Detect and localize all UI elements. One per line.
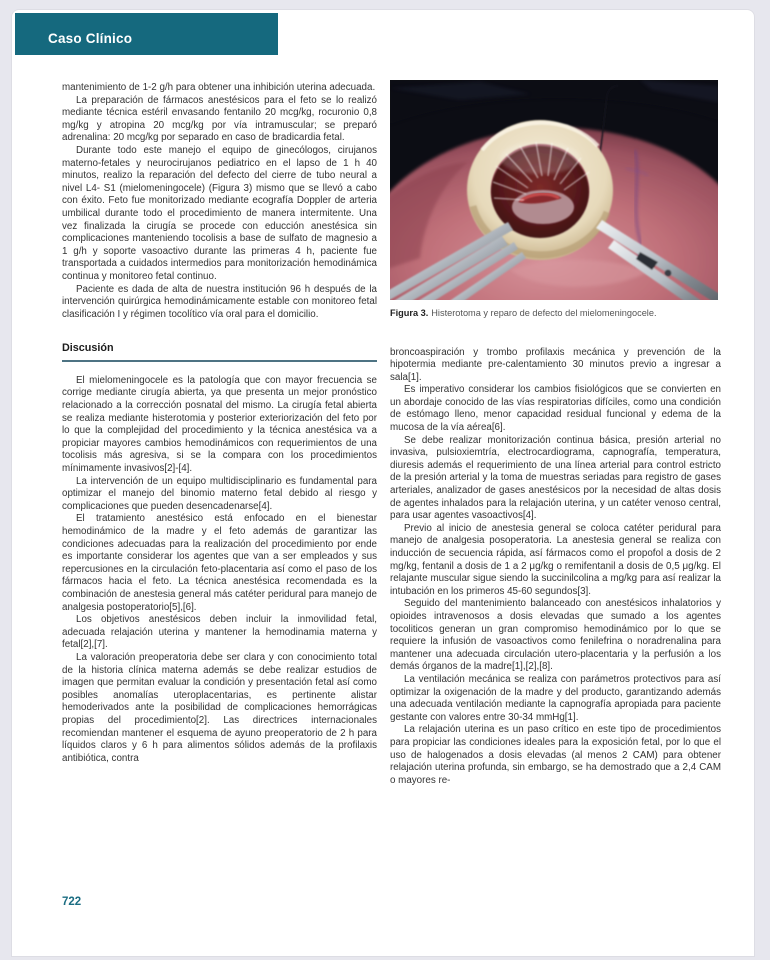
figure-caption-text: Histerotoma y reparo de defecto del mielomeningocele. [431,308,657,318]
paragraph: La relajación uterina es un paso crítico en este tipo de procedimientos para propiciar las condiciones ideales para la exposición fetal, por lo que el uso de halogenados a dosis elevadas (al menos 2 CAM) para obtener relajación uterina profunda, sin embargo, se ha demostrado que a 2,4 CAM o mayores re- [390,724,721,786]
paragraph: Durante todo este manejo el equipo de ginecólogos, cirujanos materno-fetales y neurocirujanos pediatrico en el lapso de 1 h 40 minutos, realizo la reparación del defecto del cierre de tubo neural a nivel L4- S1 (mielomeningocele) (Figura 3) mismo que se llevó a cabo con éxito. Feto fue monitorizado mediante ecografía Doppler de arteria umbilical durante todo el procedimiento de manera intermitente. Una vez finalizada la cirugía se procede con educción anestésica sin complicaciones manteniendo tocolisis a base de sulfato de magnesio a 1 g/h y soporte vasoactivo durante las primeras 4 h, paciente fue transportada a cuidados intermedios para monitorización hemodinámica continua y monitoreo fetal continuo. [62,144,377,282]
paragraph: La intervención de un equipo multidisciplinario es fundamental para optimizar el manejo del binomio materno fetal debido al riesgo y complicaciones que pueden desencadenarse[4]. [62,475,377,512]
paragraph: Seguido del mantenimiento balanceado con anestésicos inhalatorios y opioides intravenosos a dosis elevadas que sumado a los agentes tocoliticos generan un gran compromiso hemodinámico por lo que se requiere la infusión de vasoactivos como fenilefrina o noradrenalina para mantener una adecuada circulación utero-placentaria y la perfusión a los demás órganos de la madre[1],[2],[8]. [390,598,721,673]
paragraph: La valoración preoperatoria debe ser clara y con conocimiento total de la historia clínica materna además se debe realizar estudios de imagen que permitan evaluar la condición y presentación fetal así como posibles anomalías uteroplacentarias, es pertinente alistar hemoderivados ante la posibilidad de complicaciones hemorrágicas propias del procedimiento[2]. Las directrices internacionales recomiendan mantener el esquema de ayuno preoperatorio de 2 h para líquidos claros y 6 h para alimentos sólidos además de la profilaxis antibiótica, contra [62,651,377,764]
paragraph: El tratamiento anestésico está enfocado en el bienestar hemodinámico de la madre y el feto además de garantizar las condiciones adecuadas para la realización del procedimiento por ende es importante considerar los agentes que van a ser empleados y sus repercusiones en la circulación feto-placentaria así como el paso de los fármacos hacia el feto. La técnica anestésica recomendada es la combinación de anestesia general más catéter peridural para manejo de analgesia postoperatorio[5],[6]. [62,513,377,613]
page [12,10,754,956]
right-column [390,80,721,787]
page-number: 722 [62,896,82,908]
paragraph: mantenimiento de 1-2 g/h para obtener una inhibición uterina adecuada. [62,82,376,93]
paragraph: Paciente es dada de alta de nuestra institución 96 h después de la intervención quirúrgica hemodinámicamente estable con monitoreo fetal clasificación I y régimen tocolítico vía oral para el domicilio. [62,283,377,320]
paragraph: broncoaspiración y trombo profilaxis mecánica y prevención de la hipotermia mediante pre-calentamiento 30 minutos previo a ingresar a sala[1]. [390,346,721,383]
figure-caption [390,308,721,320]
paragraph: Se debe realizar monitorización continua básica, presión arterial no invasiva, pulsioxiemtría, electrocardiograma, capnografía, temperatura, diuresis además el requerimiento de una línea arterial para control estricto de la presión arterial y la toma de muestras seriadas para registro de gases arteriales, analizador de gases anestésicos por la necesidad de altas dosis de agentes inhalados para la relajación uterina, y un catéter venoso central, para usar agentes vasoactivos[4]. [390,434,721,522]
paragraph: La preparación de fármacos anestésicos para el feto se lo realizó mediante técnica estéril envasando fentanilo 20 mcg/kg, rocuronio 0,8 mg/kg y atropina 20 mcg/kg por vía intramuscular; se preparó adrenalina: 20 mcg/kg por separado en caso de bradicardia fetal. [62,94,377,144]
figure-label: Figura 3. [390,308,429,318]
surgical-photo [390,80,718,300]
paragraph: Previo al inicio de anestesia general se coloca catéter peridural para manejo de analgesia posoperatoria. La anestesia general se realiza con inducción de secuencia rápida, así fármacos como el propofol a dosis de 2 mg/kg, fentanil a dosis de 1 a 2 μg/kg o remifentanil a dosis de 0,5 μg/kg. El relajante muscular sigue siendo la succinilcolina a mg/kg para así realizar la intubación en los primeros 45-60 segundos[3]. [390,522,721,597]
section-header-bar [15,13,278,55]
paragraph: Es imperativo considerar los cambios fisiológicos que se convierten en un abordaje conocido de las vías respiratorias difíciles, como una condición de estómago lleno, menor capacidad residual funcional y edema de la mucosa de la vía aérea[6]. [390,384,721,434]
paragraph: Los objetivos anestésicos deben incluir la inmovilidad fetal, adecuada relajación uterina y mantener la hemodinamia materna y fetal[2],[7]. [62,614,377,651]
section-header-title: Caso Clínico [48,31,133,46]
paragraph: El mielomeningocele es la patología que con mayor frecuencia se corrige mediante cirugía abierta, ya que presenta un mejor pronóstico relacionado a la corrección posnatal del mismo. La cirugía fetal abierta se realiza mediante histerotomia y posterior exteriorización del feto por lo que la complejidad del procedimiento y la técnica anestésica va a propiciar mayores cambios hemodinámicos con requerimientos de una tocolisis más agresiva, si se la compara con los procedimientos mínimamente invasivos[2]-[4]. [62,374,377,475]
right-column-text [390,347,721,788]
figure-3 [390,80,721,320]
section-heading-discusion: Discusión [62,342,377,362]
paragraph: La ventilación mecánica se realiza con parámetros protectivos para así optimizar la oxigenación de la madre y del producto, garantizando además una adecuada ventilación mediante la capnografía apropiada para paciente gestante con valores entre 30-34 mmHg[1]. [390,673,721,723]
left-column [62,82,377,765]
